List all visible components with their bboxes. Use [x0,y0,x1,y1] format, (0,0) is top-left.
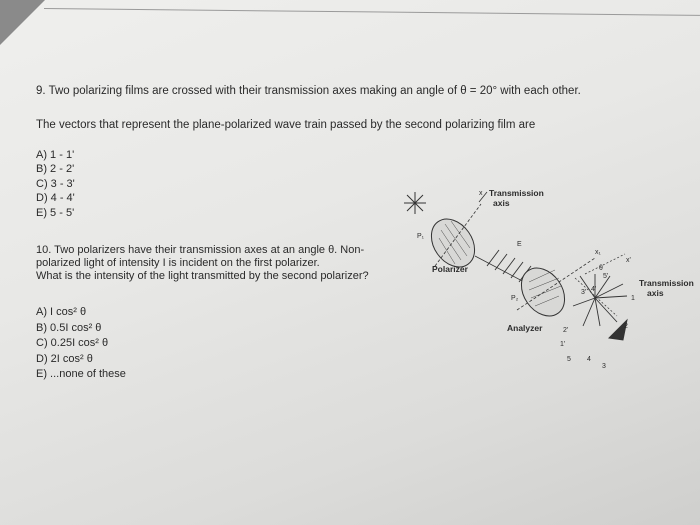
x-prime-label: x' [626,257,631,264]
page-corner [0,0,45,45]
analyzer-label: Analyzer [507,323,543,333]
question-10-options [36,305,126,383]
vector-label-5-prime: 5' [603,273,609,280]
q10-line-2: polarized light of intensity I is incident on the first polarizer. [36,257,320,269]
q9-option-c[interactable]: C) 3 - 3' [36,177,75,190]
question-9-subtext: The vectors that represent the plane-polarized wave train passed by the second polarizing film are [36,119,536,131]
q9-option-d[interactable]: D) 4 - 4' [36,192,75,205]
transmission-axis-label-top-2: axis [493,198,510,208]
question-9-text: 9. Two polarizing films are crossed with their transmission axes making an angle of θ = 20° with each other. [36,85,581,97]
transmission-axis-label-right: Transmission [639,278,694,288]
e-label: E [517,241,522,248]
question-10-text [36,244,396,283]
q10-line-1: 10. Two polarizers have their transmission axes at an angle θ. Non- [36,244,365,256]
transmission-axis-label-top: Transmission [489,188,544,198]
q10-option-c[interactable]: C) 0.25I cos² θ [36,337,109,349]
q9-option-a[interactable]: A) 1 - 1' [36,149,75,161]
q10-option-b[interactable]: B) 0.5I cos² θ [36,321,102,334]
unpolarized-light-icon [404,192,426,214]
vector-label-3: 3 [602,363,606,370]
transmission-axis-label-right-2: axis [647,288,664,298]
q9-option-e[interactable]: E) 5 - 5' [36,206,75,219]
vector-label-1: 1 [631,295,635,302]
q9-option-b[interactable]: B) 2 - 2' [36,163,75,176]
q10-line-3: What is the intensity of the light transmitted by the second polarizer? [36,270,369,282]
vector-label-4: 4 [587,356,591,363]
q10-option-d[interactable]: D) 2I cos² θ [36,352,93,365]
theta-label: θ [599,265,603,272]
x1-label: x₁ [595,249,601,256]
x-label: x [479,190,483,197]
vector-label-5: 5 [567,356,571,363]
vector-label-2: 2 [624,323,628,330]
vector-label-1-prime: 1' [560,341,566,348]
q10-option-a[interactable]: A) I cos² θ [36,306,87,318]
vector-label-4-prime: 4' [591,286,597,293]
question-9-options [36,148,75,220]
vector-label-2-prime: 2' [563,327,569,334]
p2-label: P₂ [511,295,519,302]
polarizer-label: Polarizer [432,264,468,274]
q10-option-e[interactable]: E) ...none of these [36,368,126,380]
polarizer-diagram [395,178,700,378]
vector-label-3-prime: 3' [581,289,587,296]
p1-label: P₁ [417,233,425,240]
